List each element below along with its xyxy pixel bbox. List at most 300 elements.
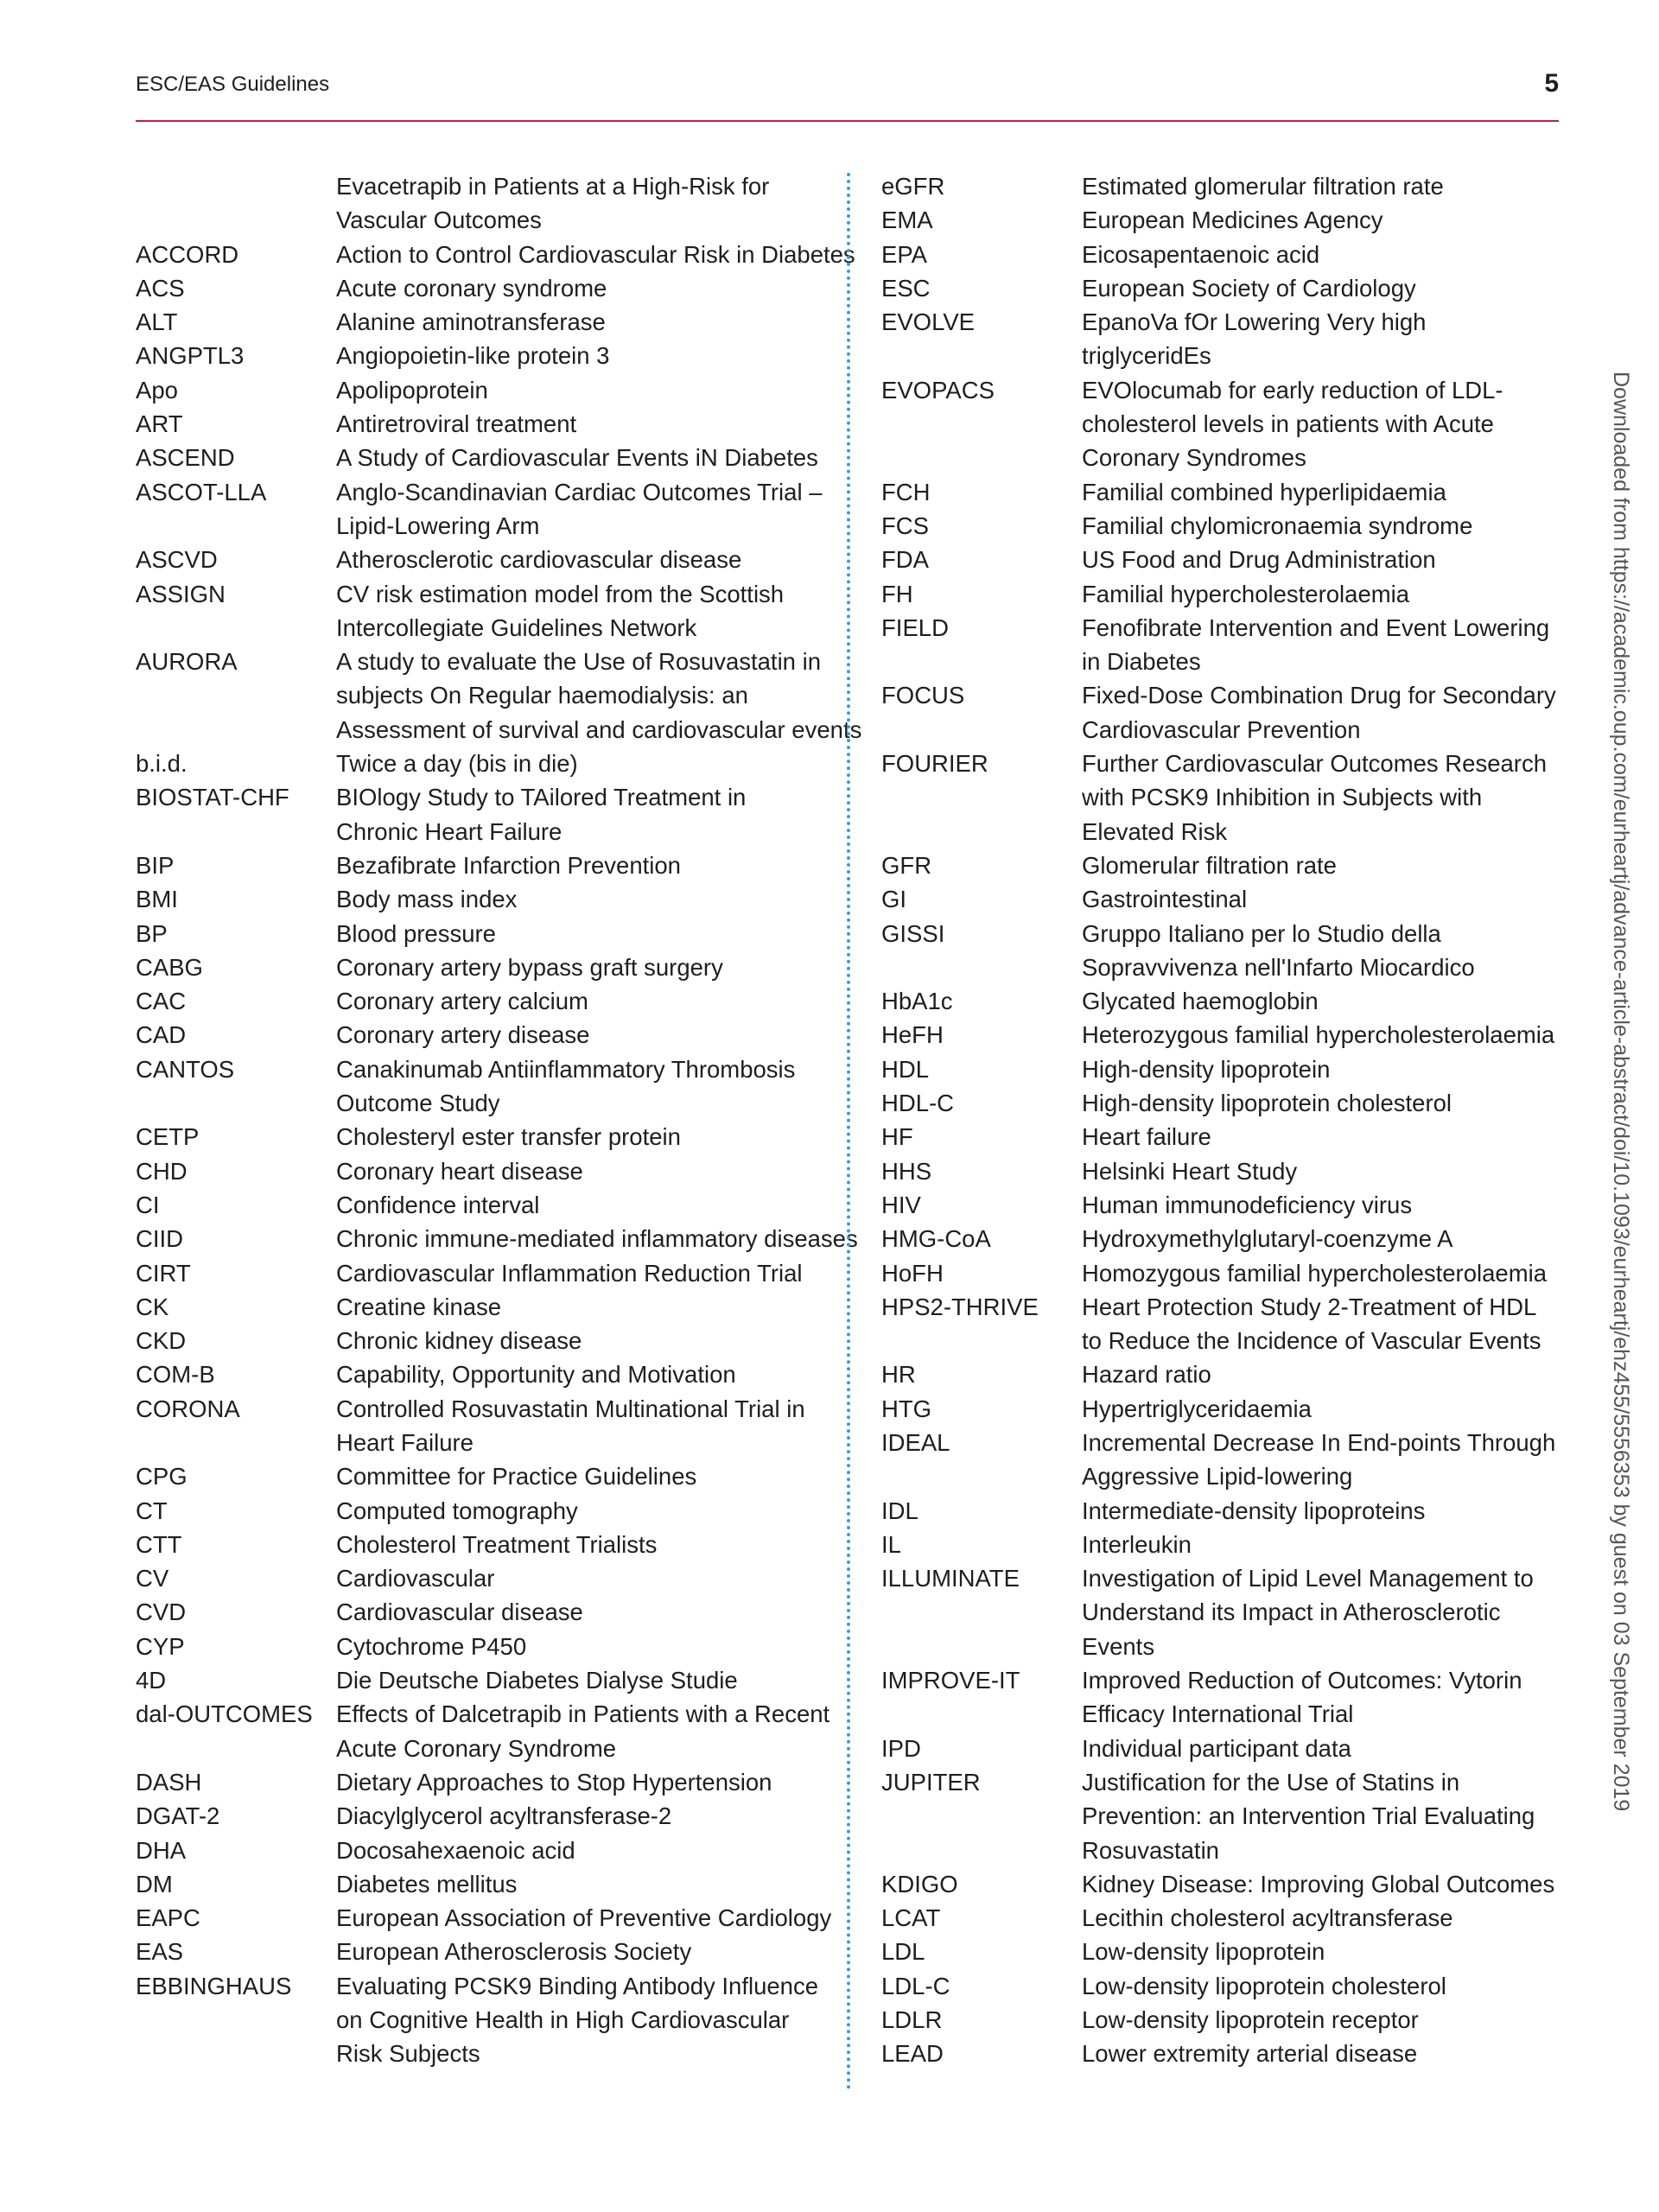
abbreviation-term: CAD (136, 1021, 187, 1049)
abbreviation-term: IMPROVE-IT (881, 1667, 1020, 1694)
definition-line: Chronic kidney disease (336, 1327, 582, 1355)
abbreviation-definition (1082, 543, 1564, 576)
definition-line: Dietary Approaches to Stop Hypertension (336, 1768, 772, 1796)
abbreviation-entry (881, 611, 1564, 679)
abbreviation-definition (336, 1867, 827, 1901)
abbreviation-definition (336, 238, 855, 271)
definition-line: Diacylglycerol acyltransferase-2 (336, 1802, 672, 1830)
abbreviation-term: IL (881, 1530, 901, 1558)
definition-line: Glycated haemoglobin (1082, 988, 1319, 1015)
abbreviation-entry (881, 1222, 1564, 1255)
definition-line: Helsinki Heart Study (1082, 1157, 1298, 1185)
definition-line: Evacetrapib in Patients at a High-Risk for (336, 173, 770, 200)
abbreviation-definition (336, 1324, 827, 1357)
abbreviation-entry (136, 1357, 827, 1391)
definition-line: Hypertriglyceridaemia (1082, 1395, 1312, 1422)
abbreviation-definition (1082, 2003, 1564, 2037)
page-number: 5 (1544, 69, 1559, 98)
definition-line: Cardiovascular Prevention (1082, 715, 1361, 743)
abbreviation-term: LDL (881, 1938, 925, 1966)
abbreviation-term: dal-OUTCOMES (136, 1700, 313, 1728)
definition-line: High-density lipoprotein cholesterol (1082, 1090, 1452, 1117)
abbreviation-definition (336, 1969, 827, 2071)
abbreviation-entry (881, 1494, 1564, 1528)
abbreviation-entry (881, 678, 1564, 747)
abbreviation-term: HeFH (881, 1021, 944, 1049)
definition-line: Prevention: an Intervention Trial Evaluating (1082, 1802, 1535, 1830)
abbreviation-entry (881, 1154, 1564, 1188)
abbreviation-term: FOURIER (881, 750, 988, 778)
abbreviation-entry (136, 407, 827, 441)
definition-line: Lower extremity arterial disease (1082, 2040, 1418, 2068)
abbreviation-definition (336, 1018, 827, 1052)
abbreviation-entry (136, 1765, 827, 1799)
definition-line: Rosuvastatin (1082, 1836, 1219, 1864)
abbreviation-entry (136, 780, 827, 849)
definition-line: Kidney Disease: Improving Global Outcomes (1082, 1870, 1555, 1897)
abbreviation-term: GI (881, 886, 907, 913)
definition-line: EpanoVa fOr Lowering Very high (1082, 308, 1427, 336)
abbreviation-definition (1082, 849, 1564, 882)
abbreviation-term: ILLUMINATE (881, 1565, 1020, 1592)
abbreviation-entry (881, 1392, 1564, 1426)
abbreviation-entry (881, 1357, 1564, 1391)
definition-line: European Medicines Agency (1082, 207, 1383, 234)
abbreviation-term: EAPC (136, 1904, 200, 1932)
column-divider (847, 173, 850, 2091)
definition-line: Committee for Practice Guidelines (336, 1463, 697, 1491)
abbreviation-term: EMA (881, 207, 933, 234)
definition-line: Understand its Impact in Atherosclerotic (1082, 1599, 1501, 1626)
abbreviation-definition (336, 882, 827, 916)
abbreviation-entry (881, 1901, 1564, 1935)
abbreviation-entry (881, 2003, 1564, 2037)
abbreviation-definition (336, 305, 827, 339)
abbreviation-entry (136, 1630, 827, 1663)
abbreviation-definition (1082, 1392, 1564, 1426)
header-rule (136, 120, 1559, 122)
abbreviation-definition (336, 1697, 830, 1765)
abbreviation-entry (881, 2037, 1564, 2070)
abbreviation-entry (136, 1867, 827, 1901)
abbreviation-definition (1082, 611, 1564, 679)
abbreviation-term: ACS (136, 274, 185, 302)
abbreviation-definition (336, 1256, 827, 1290)
abbreviation-term: AURORA (136, 648, 238, 676)
abbreviation-entry (881, 203, 1564, 237)
abbreviation-term: CPG (136, 1463, 188, 1491)
definition-line: Aggressive Lipid-lowering (1082, 1463, 1353, 1491)
abbreviation-definition (1082, 509, 1564, 543)
abbreviation-entry (136, 984, 827, 1018)
definition-line: to Reduce the Incidence of Vascular Events (1082, 1327, 1541, 1355)
abbreviation-entry (881, 1120, 1564, 1154)
abbreviation-entry (136, 849, 827, 882)
abbreviation-definition (1082, 1426, 1564, 1494)
abbreviation-entry (881, 475, 1564, 509)
definition-line: Coronary heart disease (336, 1157, 583, 1185)
abbreviation-entry (881, 1969, 1564, 2003)
abbreviation-entry (881, 882, 1564, 916)
definition-line: Efficacy International Trial (1082, 1700, 1354, 1728)
abbreviation-definition (1082, 1052, 1564, 1086)
abbreviation-definition (1082, 1528, 1564, 1561)
definition-line: Capability, Opportunity and Motivation (336, 1361, 736, 1389)
abbreviation-term: ART (136, 410, 183, 438)
definition-line: Further Cardiovascular Outcomes Research (1082, 750, 1547, 778)
abbreviation-term: FDA (881, 546, 929, 574)
definition-line: Atherosclerotic cardiovascular disease (336, 546, 742, 574)
definition-line: Intercollegiate Guidelines Network (336, 613, 697, 641)
definition-line: Familial hypercholesterolaemia (1082, 580, 1410, 607)
definition-line: Chronic Heart Failure (336, 817, 563, 845)
abbreviation-term: CAC (136, 988, 187, 1015)
definition-line: Justification for the Use of Statins in (1082, 1768, 1460, 1796)
abbreviation-entry (881, 1765, 1564, 1867)
definition-line: Chronic immune-mediated inflammatory diseases (336, 1225, 858, 1253)
abbreviation-definition (1082, 678, 1564, 747)
definition-line: cholesterol levels in patients with Acute (1082, 410, 1494, 438)
abbreviation-definition (336, 169, 827, 238)
definition-line: Outcome Study (336, 1090, 500, 1117)
definition-line: with PCSK9 Inhibition in Subjects with (1082, 784, 1483, 811)
abbreviation-definition (336, 577, 827, 645)
definition-line: Cholesterol Treatment Trialists (336, 1530, 658, 1558)
abbreviation-term: CANTOS (136, 1055, 235, 1083)
abbreviation-term: ALT (136, 308, 178, 336)
abbreviation-term: JUPITER (881, 1768, 981, 1796)
definition-line: Lipid-Lowering Arm (336, 512, 540, 539)
definition-line: Sopravvivenza nell'Infarto Miocardico (1082, 953, 1475, 981)
definition-line: Die Deutsche Diabetes Dialyse Studie (336, 1667, 738, 1694)
abbreviation-definition (1082, 917, 1564, 985)
definition-line: Low-density lipoprotein receptor (1082, 2006, 1419, 2034)
abbreviation-definition (336, 1834, 827, 1867)
abbreviation-term: CI (136, 1191, 160, 1218)
abbreviation-definition (336, 1392, 827, 1460)
abbreviation-definition (336, 475, 827, 543)
abbreviation-definition (1082, 475, 1564, 509)
abbreviation-entry (136, 1392, 827, 1460)
abbreviation-definition (1082, 1969, 1564, 2003)
definition-line: Controlled Rosuvastatin Multinational Trial in (336, 1395, 805, 1422)
abbreviation-term: HTG (881, 1395, 932, 1422)
abbreviation-entry (881, 1663, 1564, 1732)
abbreviation-term: LEAD (881, 2040, 944, 2068)
abbreviation-term: CVD (136, 1599, 187, 1626)
definition-line: European Atherosclerosis Society (336, 1938, 692, 1966)
definition-line: Effects of Dalcetrapib in Patients with a Recent (336, 1700, 830, 1728)
definition-line: Glomerular filtration rate (1082, 851, 1337, 879)
definition-line: Computed tomography (336, 1497, 578, 1524)
definition-line: Eicosapentaenoic acid (1082, 240, 1320, 268)
abbreviation-definition (1082, 1188, 1564, 1222)
abbreviation-term: COM-B (136, 1361, 215, 1389)
abbreviation-definition (1082, 1222, 1564, 1255)
definition-line: Acute Coronary Syndrome (336, 1734, 617, 1762)
abbreviation-definition (336, 441, 827, 474)
definition-line: Twice a day (bis in die) (336, 750, 578, 778)
abbreviation-definition (1082, 1120, 1564, 1154)
abbreviation-entry (881, 305, 1564, 373)
abbreviation-entry (136, 1595, 827, 1629)
abbreviation-term: BP (136, 919, 168, 947)
abbreviation-entry (881, 1290, 1564, 1358)
definition-line: Apolipoprotein (336, 376, 488, 404)
definition-line: Risk Subjects (336, 2040, 480, 2068)
page-header (136, 69, 1559, 121)
abbreviation-term (136, 169, 336, 238)
abbreviation-entry (881, 1256, 1564, 1290)
abbreviation-definition (1082, 1154, 1564, 1188)
abbreviation-entry (136, 1561, 827, 1595)
abbreviation-definition (1082, 984, 1564, 1018)
definition-line: Body mass index (336, 886, 518, 913)
abbreviation-term: LCAT (881, 1904, 941, 1932)
definition-line: triglyceridEs (1082, 342, 1211, 370)
abbreviation-definition (336, 1459, 827, 1493)
running-title: ESC/EAS Guidelines (136, 73, 330, 96)
abbreviation-term: HDL-C (881, 1090, 955, 1117)
abbreviation-definition (336, 271, 827, 305)
abbreviation-definition (1082, 1901, 1564, 1935)
abbreviations-left-column (136, 169, 862, 2071)
definition-line: EVOlocumab for early reduction of LDL- (1082, 376, 1503, 404)
definition-line: Lecithin cholesterol acyltransferase (1082, 1904, 1453, 1932)
abbreviation-entry (136, 1290, 827, 1324)
definition-line: Gastrointestinal (1082, 886, 1248, 913)
definition-line: Improved Reduction of Outcomes: Vytorin (1082, 1667, 1522, 1694)
abbreviation-definition (1082, 1290, 1564, 1358)
abbreviation-entry (881, 1528, 1564, 1561)
definition-line: Low-density lipoprotein cholesterol (1082, 1972, 1446, 1999)
abbreviation-definition (336, 1663, 827, 1697)
abbreviation-entry (136, 577, 827, 645)
abbreviation-entry (136, 238, 855, 271)
abbreviation-term: CYP (136, 1632, 185, 1660)
definition-line: Alanine aminotransferase (336, 308, 606, 336)
abbreviation-entry (881, 1086, 1564, 1120)
abbreviation-definition (336, 1765, 827, 1799)
definition-line: Familial combined hyperlipidaemia (1082, 478, 1446, 505)
abbreviation-entry (136, 882, 827, 916)
abbreviation-definition (1082, 1732, 1564, 1765)
abbreviation-entry (881, 373, 1564, 475)
abbreviation-definition (336, 950, 827, 984)
definition-line: Acute coronary syndrome (336, 274, 607, 302)
abbreviation-term: GISSI (881, 919, 945, 947)
abbreviation-definition (1082, 1663, 1564, 1732)
abbreviation-term: ANGPTL3 (136, 342, 245, 370)
definition-line: Intermediate-density lipoproteins (1082, 1497, 1426, 1524)
abbreviation-term: IDEAL (881, 1428, 950, 1456)
abbreviation-entry (136, 1834, 827, 1867)
definition-line: Cytochrome P450 (336, 1632, 527, 1660)
abbreviation-entry (881, 1052, 1564, 1086)
abbreviation-definition (336, 645, 862, 747)
abbreviation-term: HMG-CoA (881, 1225, 991, 1253)
abbreviation-term: IPD (881, 1734, 921, 1762)
abbreviation-entry (136, 1018, 827, 1052)
abbreviation-term: LDLR (881, 2006, 943, 2034)
abbreviation-entry (136, 950, 827, 984)
abbreviation-term: CIID (136, 1225, 183, 1253)
abbreviation-definition (336, 780, 827, 849)
abbreviation-definition (1082, 1256, 1564, 1290)
abbreviation-term: KDIGO (881, 1870, 958, 1897)
definition-line: Heart Failure (336, 1428, 474, 1456)
abbreviation-entry (136, 1901, 832, 1935)
definition-line: Coronary artery disease (336, 1021, 590, 1049)
abbreviation-definition (336, 747, 827, 780)
abbreviation-entry (136, 373, 827, 407)
abbreviation-entry (136, 1494, 827, 1528)
definition-line: Homozygous familial hypercholesterolaemia (1082, 1259, 1548, 1287)
definition-line: Hazard ratio (1082, 1361, 1211, 1389)
abbreviation-entry (136, 1697, 830, 1765)
definition-line: European Society of Cardiology (1082, 274, 1416, 302)
abbreviation-term: 4D (136, 1667, 167, 1694)
abbreviation-definition (336, 1357, 827, 1391)
abbreviation-definition (1082, 882, 1564, 916)
definition-line: European Association of Preventive Cardiology (336, 1904, 832, 1932)
definition-line: Estimated glomerular filtration rate (1082, 173, 1444, 200)
abbreviation-definition (336, 1154, 827, 1188)
definition-line: US Food and Drug Administration (1082, 546, 1436, 574)
abbreviations-right-column (881, 169, 1564, 2071)
abbreviation-term: Apo (136, 376, 178, 404)
definition-line: High-density lipoprotein (1082, 1055, 1331, 1083)
abbreviation-term: FCS (881, 512, 929, 539)
abbreviation-term: DM (136, 1870, 173, 1897)
abbreviation-term: CHD (136, 1157, 188, 1185)
abbreviation-term: CTT (136, 1530, 182, 1558)
abbreviation-entry (136, 543, 827, 576)
abbreviation-term: b.i.d. (136, 750, 188, 778)
abbreviation-entry (881, 1935, 1564, 1968)
abbreviation-entry (136, 1799, 827, 1833)
abbreviation-entry (136, 1935, 827, 1968)
abbreviation-entry (136, 1222, 858, 1255)
abbreviation-entry (881, 1188, 1564, 1222)
abbreviation-entry (136, 271, 827, 305)
abbreviation-entry (881, 747, 1564, 849)
abbreviation-term: HHS (881, 1157, 932, 1185)
abbreviation-definition (1082, 577, 1564, 611)
abbreviation-definition (1082, 1018, 1564, 1052)
abbreviation-definition (336, 1052, 827, 1121)
abbreviation-definition (336, 1630, 827, 1663)
abbreviation-definition (1082, 1867, 1564, 1901)
abbreviation-definition (1082, 1765, 1564, 1867)
abbreviation-entry (881, 169, 1564, 203)
definition-line: Coronary artery bypass graft surgery (336, 953, 723, 981)
abbreviation-entry (136, 1052, 827, 1121)
definition-line: Anglo-Scandinavian Cardiac Outcomes Trial – (336, 478, 823, 505)
definition-line: Angiopoietin-like protein 3 (336, 342, 610, 370)
abbreviation-term: GFR (881, 851, 932, 879)
definition-line: Heart failure (1082, 1123, 1211, 1151)
abbreviation-term: CV (136, 1565, 169, 1592)
abbreviation-definition (336, 1901, 832, 1935)
abbreviation-definition (336, 407, 827, 441)
abbreviation-entry (881, 1867, 1564, 1901)
abbreviation-definition (1082, 203, 1564, 237)
abbreviation-definition (336, 373, 827, 407)
abbreviation-term: LDL-C (881, 1972, 950, 1999)
abbreviation-entry (881, 238, 1564, 271)
abbreviation-term: EPA (881, 240, 927, 268)
definition-line: Cardiovascular Inflammation Reduction Trial (336, 1259, 803, 1287)
abbreviation-definition (1082, 238, 1564, 271)
abbreviation-entry (881, 543, 1564, 576)
abbreviation-term: HbA1c (881, 988, 953, 1015)
abbreviation-entry (881, 1018, 1564, 1052)
abbreviation-term: DGAT-2 (136, 1802, 220, 1830)
abbreviation-entry (881, 849, 1564, 882)
definition-line: on Cognitive Health in High Cardiovascular (336, 2006, 790, 2034)
abbreviation-term: ACCORD (136, 240, 239, 268)
abbreviation-entry (881, 577, 1564, 611)
abbreviation-entry (136, 441, 827, 474)
abbreviation-term: ASCVD (136, 546, 218, 574)
abbreviation-definition (336, 1222, 858, 1255)
definition-line: Fenofibrate Intervention and Event Lowering (1082, 613, 1550, 641)
abbreviation-term: EVOPACS (881, 376, 995, 404)
abbreviation-entry (136, 305, 827, 339)
abbreviation-entry (136, 1324, 827, 1357)
definition-line: Cholesteryl ester transfer protein (336, 1123, 681, 1151)
definition-line: Incremental Decrease In End-points Through (1082, 1428, 1556, 1456)
abbreviation-definition (336, 1595, 827, 1629)
abbreviation-term: EVOLVE (881, 308, 976, 336)
abbreviation-entry (881, 509, 1564, 543)
definition-line: in Diabetes (1082, 648, 1201, 676)
abbreviation-term: BIOSTAT-CHF (136, 784, 289, 811)
abbreviation-definition (1082, 1494, 1564, 1528)
abbreviation-term: HDL (881, 1055, 930, 1083)
definition-line: BIOlogy Study to TAilored Treatment in (336, 784, 747, 811)
abbreviation-definition (336, 1494, 827, 1528)
definition-line: Individual participant data (1082, 1734, 1351, 1762)
definition-line: Heterozygous familial hypercholesterolaemia (1082, 1021, 1555, 1049)
abbreviation-definition (336, 917, 827, 950)
definition-line: Investigation of Lipid Level Management to (1082, 1565, 1534, 1592)
abbreviation-term: DASH (136, 1768, 202, 1796)
abbreviation-entry (136, 475, 827, 543)
abbreviation-term: ASCEND (136, 444, 235, 472)
abbreviation-term: BIP (136, 851, 175, 879)
abbreviation-term: EAS (136, 1938, 184, 1966)
abbreviation-term: HF (881, 1123, 913, 1151)
abbreviation-definition (336, 1290, 827, 1324)
definition-line: Elevated Risk (1082, 817, 1228, 845)
definition-line: Events (1082, 1632, 1155, 1660)
definition-line: CV risk estimation model from the Scottish (336, 580, 785, 607)
abbreviation-definition (336, 339, 827, 372)
abbreviation-term: eGFR (881, 173, 945, 200)
abbreviation-entry (136, 1154, 827, 1188)
definition-line: Low-density lipoprotein (1082, 1938, 1325, 1966)
definition-line: A Study of Cardiovascular Events iN Diabetes (336, 444, 818, 472)
abbreviation-entry (136, 1120, 827, 1154)
abbreviation-term: CK (136, 1293, 169, 1320)
abbreviation-entry (136, 169, 827, 238)
abbreviation-term: CABG (136, 953, 203, 981)
abbreviation-entry (136, 645, 862, 747)
abbreviation-term: DHA (136, 1836, 187, 1864)
abbreviation-term: CORONA (136, 1395, 240, 1422)
